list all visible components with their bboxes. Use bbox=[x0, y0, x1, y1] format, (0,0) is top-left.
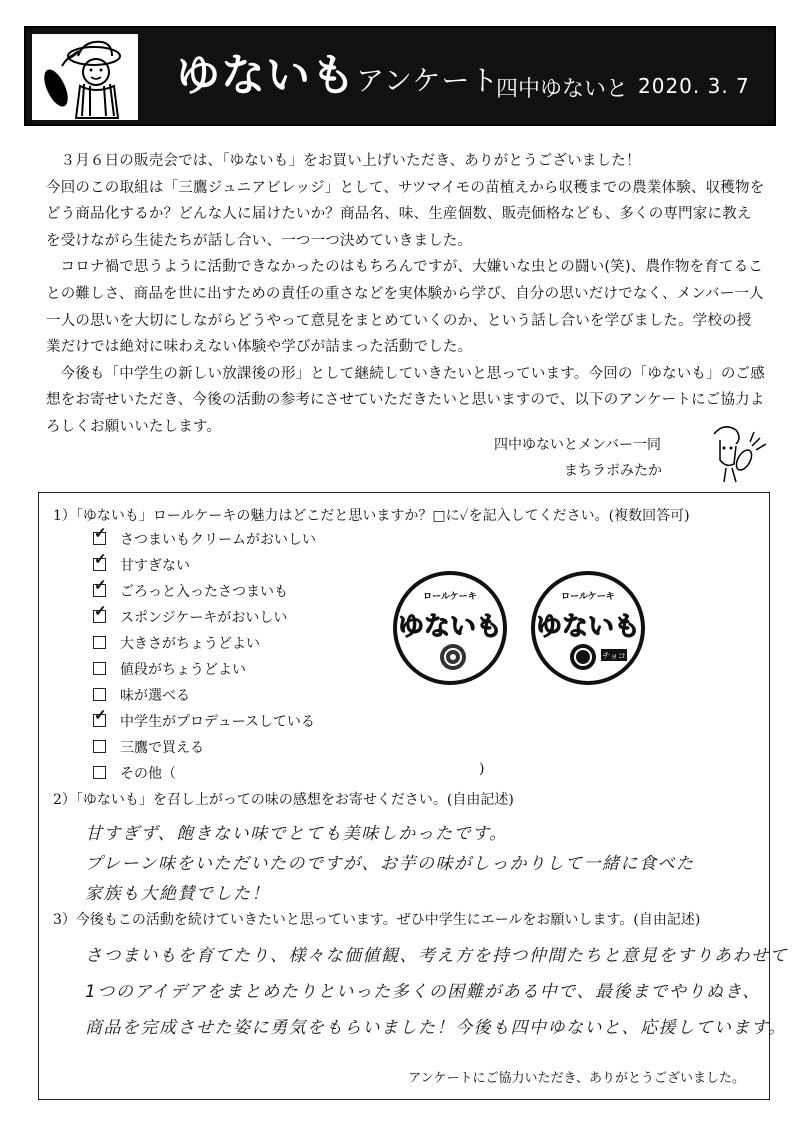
option-sponge[interactable]: ✓ スポンジケーキがおいしい bbox=[94, 602, 288, 626]
intro-paragraph: コロナ禍で思うように活動できなかったのはもちろんですが、大嫌いな虫との闘い(笑)、農作物を育てることの難しさ、商品を世に出すための責任の重さなどを実体験から学び、自分の思いだけでなく、メンバー一人一人の思いを大切にしながらどうやって意見をまとめていくのか、という話し合いを学びました。学校の授業だけでは絶対に味わえない体験や学びが詰まった活動でした。 bbox=[46, 259, 764, 356]
checkbox[interactable] bbox=[93, 766, 106, 779]
mascot-illustration bbox=[32, 34, 138, 120]
option-student-produced[interactable]: ✓ 中学生がプロデュースしている bbox=[94, 706, 315, 730]
check-icon: ✓ bbox=[94, 576, 107, 594]
checkbox[interactable] bbox=[93, 550, 107, 571]
checkbox[interactable] bbox=[93, 662, 106, 675]
checkbox[interactable] bbox=[93, 576, 107, 597]
yunaimo-choco-logo bbox=[529, 569, 647, 687]
logo-subtitle: ロールケーキ bbox=[423, 592, 477, 602]
checkbox[interactable] bbox=[93, 688, 106, 701]
thanks-note: アンケートにご協力いただき、ありがとうございました。 bbox=[408, 1071, 745, 1086]
check-icon: ✓ bbox=[94, 602, 107, 620]
answer-2-line: プレーン味をいただいたのですが、お芋の味がしっかりして一緒に食べた bbox=[85, 854, 695, 874]
signature-team: 四中ゆないとメンバー一同 bbox=[494, 437, 662, 453]
option-size[interactable]: 大きさがちょうどよい bbox=[93, 633, 260, 653]
answer-3-line: さつまいもを育てたり、様々な価値観、考え方を持つ仲間たちと意見をすりあわせて bbox=[85, 946, 788, 966]
other-close-paren: ) bbox=[479, 761, 485, 777]
checkbox[interactable] bbox=[93, 706, 107, 727]
checkbox[interactable] bbox=[93, 636, 106, 649]
option-sweetpotato-cream[interactable]: ✓ さつまいもクリームがおいしい bbox=[94, 524, 316, 548]
intro-paragraph: ３月６日の販売会では、「ゆないも」をお買い上げいただき、ありがとうございました！ bbox=[60, 153, 641, 169]
intro-paragraph: 今回のこの取組は「三鷹ジュニアビレッジ」として、サツマイモの苗植えから収穫までの農業体験、収穫物をどう商品化するか？どんな人に届けたいか？商品名、味、生産個数、販売価格なども、多くの専門家に教えを受けながら生徒たちが話し合い、一つ一つ決めていきました。 bbox=[46, 179, 765, 249]
option-not-too-sweet[interactable]: ✓ 甘すぎない bbox=[94, 550, 190, 574]
answer-2-line: 家族も大絶賛でした！ bbox=[85, 884, 270, 904]
option-price[interactable]: 値段がちょうどよい bbox=[93, 659, 246, 679]
logo-badge: チョコ bbox=[602, 651, 626, 661]
option-other[interactable]: その他（ bbox=[93, 763, 176, 783]
question-3: 3）今後もこの活動を続けていきたいと思っています。ぜひ中学生にエールをお願いします。(自由記述) bbox=[53, 912, 701, 928]
mascot-doodle-icon bbox=[702, 420, 772, 486]
checkbox[interactable] bbox=[93, 602, 107, 623]
option-flavor-choice[interactable]: 味が選べる bbox=[93, 685, 190, 705]
check-icon: ✓ bbox=[94, 706, 107, 724]
issue-date: 2020. 3. 7 bbox=[638, 74, 750, 98]
school-name: 四中ゆないと bbox=[496, 77, 629, 102]
intro-letter bbox=[46, 148, 766, 441]
answer-2-line: 甘すぎず、飽きない味でとても美味しかったです。 bbox=[85, 824, 508, 844]
option-buy-in-mitaka[interactable]: 三鷹で買える bbox=[93, 737, 204, 757]
header-banner bbox=[24, 26, 776, 126]
option-chunky-potato[interactable]: ✓ ごろっと入ったさつまいも bbox=[94, 576, 288, 600]
logo-subtitle: ロールケーキ bbox=[561, 592, 615, 602]
farmer-mascot-icon bbox=[32, 34, 138, 120]
intro-paragraph: 今後も「中学生の新しい放課後の形」として継続していきたいと思っています。今回の「ゆないも」のご感想をお寄せいただき、今後の活動の参考にさせていただきたいと思いますので、以下のアンケートにご協力よろしくお願いいたします。 bbox=[46, 365, 765, 435]
answer-3-line: 商品を完成させた姿に勇気をもらいました！今後も四中ゆないと、応援しています。 bbox=[85, 1018, 787, 1038]
question-1: 1）「ゆないも」ロールケーキの魅力はどこだと思いますか？□に✓を記入してください。(複数回答可) bbox=[53, 508, 690, 524]
check-icon: ✓ bbox=[94, 550, 107, 568]
checkbox[interactable] bbox=[93, 524, 107, 545]
survey-form bbox=[38, 492, 788, 1100]
page-title: ゆないもアンケート bbox=[176, 50, 500, 101]
checkbox[interactable] bbox=[93, 740, 106, 753]
logo-name: ゆないも bbox=[397, 612, 503, 642]
check-icon: ✓ bbox=[94, 524, 107, 542]
signature-org: まちラボみたか bbox=[564, 463, 662, 479]
yunaimo-plain-logo bbox=[391, 569, 509, 687]
logo-name: ゆないも bbox=[535, 612, 641, 642]
answer-3-line: 1つのアイデアをまとめたりといった多くの困難がある中で、最後までやりぬき、 bbox=[85, 982, 761, 1002]
question-2: 2）「ゆないも」を召し上がっての味の感想をお寄せください。(自由記述) bbox=[53, 792, 514, 808]
